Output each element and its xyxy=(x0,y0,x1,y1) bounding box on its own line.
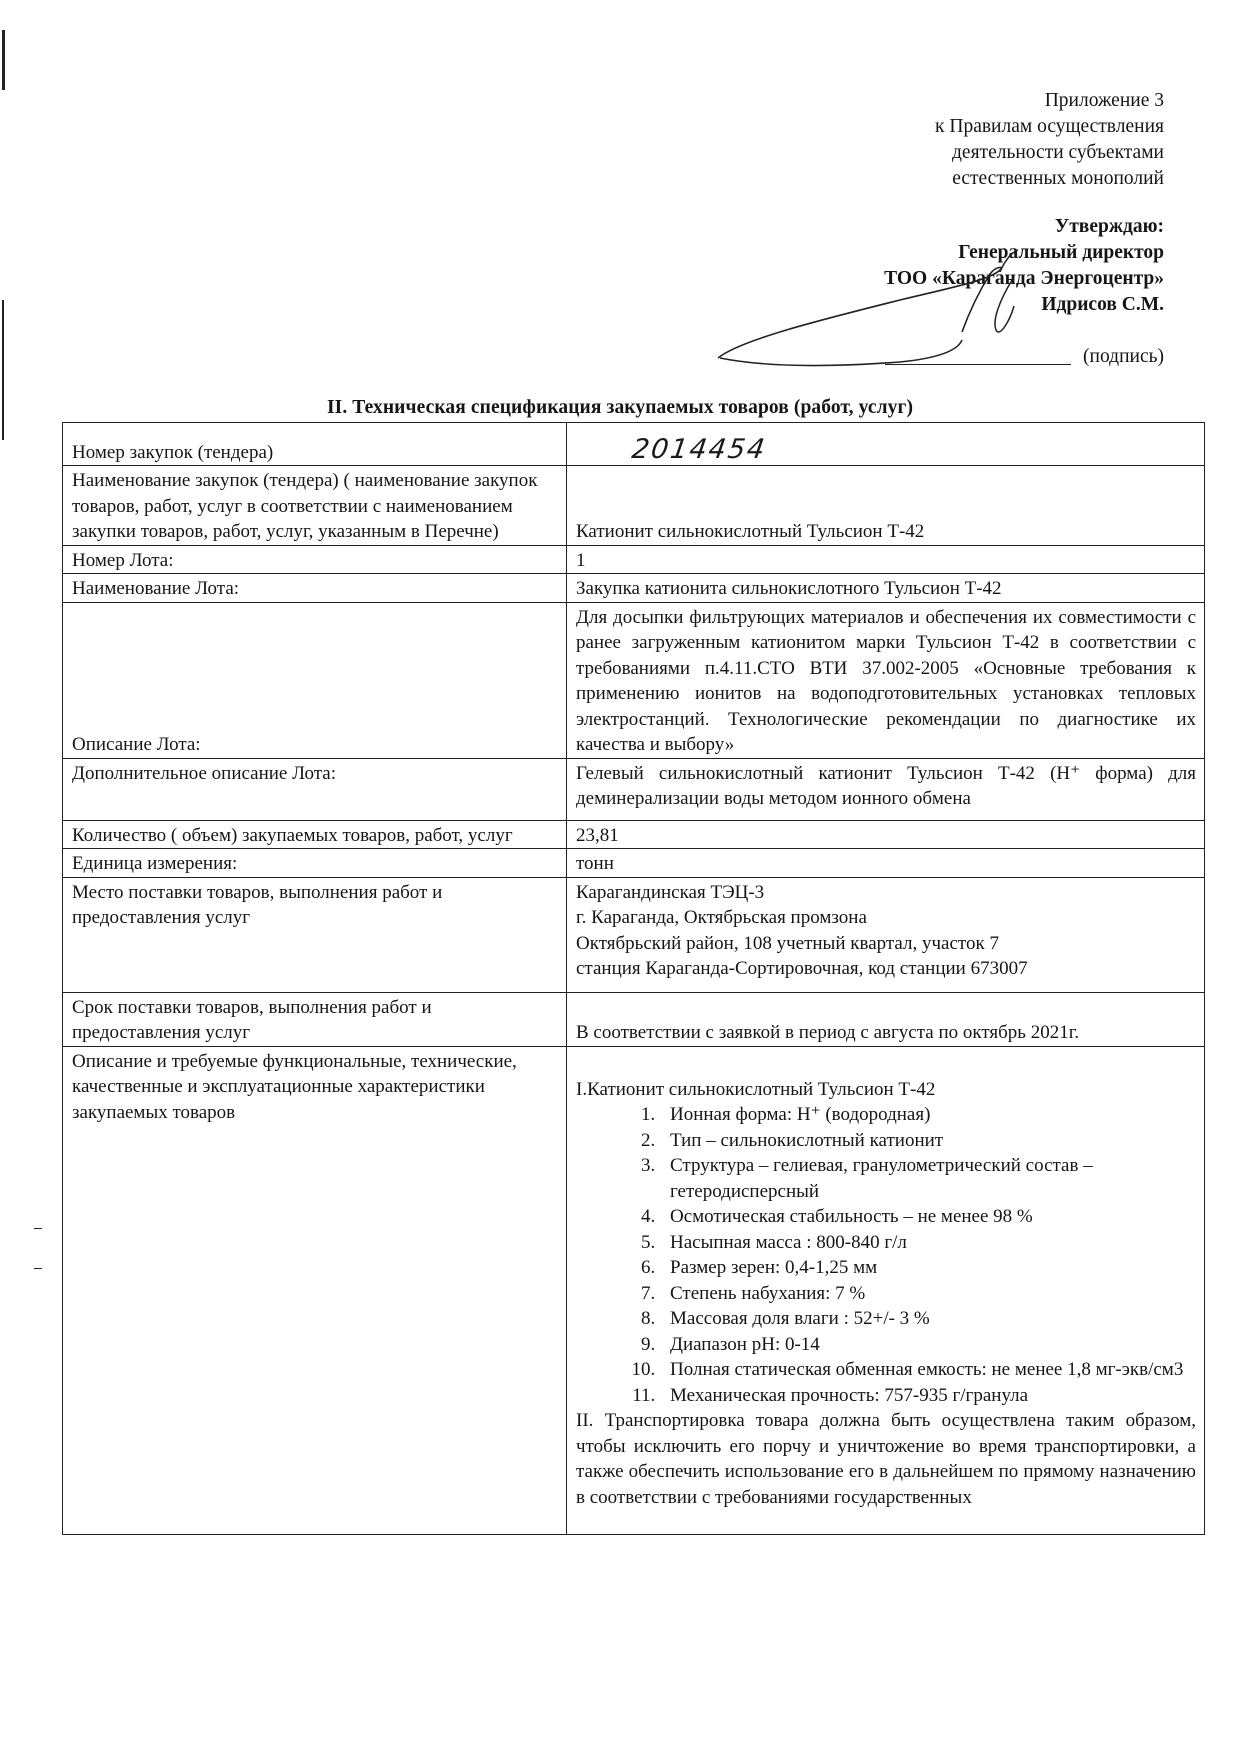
characteristics-label: Описание и требуемые функциональные, технические, качественные и эксплуатационные характеристики закупаемых товаров xyxy=(63,1046,567,1535)
section-title: II. Техническая спецификация закупаемых товаров (работ, услуг) xyxy=(326,397,914,418)
appendix-line: Приложение 3 xyxy=(1044,90,1164,111)
delivery-place-line: Октябрьский район, 108 учетный квартал, участок 7 xyxy=(576,932,999,954)
quantity-label: Количество ( объем) закупаемых товаров, работ, услуг xyxy=(63,820,567,849)
specification-table xyxy=(62,422,1205,1535)
handwritten-signature xyxy=(700,240,1120,390)
lot-description-value: Для досыпки фильтрующих материалов и обеспечения их совместимости с ранее загруженным катионитом марки Тульсион Т-42 в соответствии с требованиями п.4.11.СТО ВТИ 37.002-2005 «Основные требования к применению ионитов на водоподготовительных установках тепловых электростанций. Технологические рекомендации по диагностике их качества и выбору» xyxy=(567,602,1205,758)
approver-name: Идрисов С.М. xyxy=(1041,294,1164,315)
lot-number-label: Номер Лота: xyxy=(63,545,567,574)
appendix-line: деятельности субъектами xyxy=(952,142,1164,163)
approver-company: ТОО «Караганда Энергоцентр» xyxy=(884,268,1164,289)
delivery-place-line: Карагандинская ТЭЦ-3 xyxy=(576,881,765,903)
table-row xyxy=(63,602,1205,758)
approve-word: Утверждаю: xyxy=(1054,216,1164,237)
list-item: 5. Насыпная масса : 800-840 г/л xyxy=(660,1230,1196,1256)
lot-name-label: Наименование Лота: xyxy=(63,574,567,603)
table-row xyxy=(63,758,1205,820)
delivery-term-value: В соответствии с заявкой в период с августа по октябрь 2021г. xyxy=(567,992,1205,1046)
lot-description-label: Описание Лота: xyxy=(63,602,567,758)
list-item: 9. Диапазон pH: 0-14 xyxy=(660,1332,1196,1358)
characteristics-heading: I.Катионит сильнокислотный Тульсион Т-42 xyxy=(576,1078,936,1100)
appendix-line: к Правилам осуществления xyxy=(935,116,1164,137)
table-row xyxy=(63,877,1205,992)
characteristics-list xyxy=(576,1102,1196,1408)
lot-name-value: Закупка катионита сильнокислотного Тульсион Т-42 xyxy=(567,574,1205,603)
list-item: 4. Осмотическая стабильность – не менее 98 % xyxy=(660,1204,1196,1230)
list-item: 1. Ионная форма: H⁺ (водородная) xyxy=(660,1102,1196,1128)
tender-number-cell xyxy=(567,423,1205,466)
list-item: 6. Размер зерен: 0,4-1,25 мм xyxy=(660,1255,1196,1281)
list-item: 3. Структура – гелиевая, гранулометрический состав – гетеродисперсный xyxy=(660,1153,1196,1204)
scan-artifact xyxy=(2,300,4,440)
list-item: 7. Степень набухания: 7 % xyxy=(660,1281,1196,1307)
tender-number-label: Номер закупок (тендера) xyxy=(63,423,567,466)
table-row xyxy=(63,1046,1205,1535)
list-item: 8. Массовая доля влаги : 52+/- 3 % xyxy=(660,1306,1196,1332)
scan-artifact xyxy=(34,1228,42,1229)
lot-number-value: 1 xyxy=(567,545,1205,574)
tender-number-value: 2014454 xyxy=(629,433,769,465)
table-row xyxy=(63,849,1205,878)
delivery-place-value xyxy=(567,877,1205,992)
table-row xyxy=(63,423,1205,466)
tender-name-label: Наименование закупок (тендера) ( наименование закупок товаров, работ, услуг в соответствии с наименованием закупки товаров, работ, услуг, указанным в Перечне) xyxy=(63,466,567,546)
unit-value: тонн xyxy=(567,849,1205,878)
table-row xyxy=(63,466,1205,546)
list-item: 2. Тип – сильнокислотный катионит xyxy=(660,1128,1196,1154)
delivery-place-line: станция Караганда-Сортировочная, код станции 673007 xyxy=(576,958,1028,979)
lot-extra-label: Дополнительное описание Лота: xyxy=(63,758,567,820)
transport-requirements: II. Транспортировка товара должна быть осуществлена таким образом, чтобы исключить его порчу и уничтожение во время транспортировки, а также обеспечить использование его в дальнейшем по прямому назначению в соответствии с требованиями государственных xyxy=(576,1410,1196,1508)
signature-caption: (подпись) xyxy=(1083,346,1164,367)
signature-line xyxy=(885,364,1071,365)
delivery-place-line: г. Караганда, Октябрьская промзона xyxy=(576,907,867,928)
scan-artifact xyxy=(34,1268,42,1269)
scan-artifact xyxy=(2,30,5,90)
approver-position: Генеральный директор xyxy=(958,242,1164,263)
lot-extra-value: Гелевый сильнокислотный катионит Тульсион Т-42 (H⁺ форма) для деминерализации воды методом ионного обмена xyxy=(567,758,1205,820)
unit-label: Единица измерения: xyxy=(63,849,567,878)
characteristics-value xyxy=(567,1046,1205,1535)
tender-name-value: Катионит сильнокислотный Тульсион Т-42 xyxy=(567,466,1205,546)
appendix-reference xyxy=(935,88,1164,192)
table-row xyxy=(63,820,1205,849)
quantity-value: 23,81 xyxy=(567,820,1205,849)
table-row xyxy=(63,545,1205,574)
list-item: 11. Механическая прочность: 757-935 г/гранула xyxy=(660,1383,1196,1409)
delivery-term-label: Срок поставки товаров, выполнения работ и предоставления услуг xyxy=(63,992,567,1046)
table-row xyxy=(63,992,1205,1046)
appendix-line: естественных монополий xyxy=(952,168,1164,189)
list-item: 10. Полная статическая обменная емкость: не менее 1,8 мг-экв/см3 xyxy=(660,1357,1196,1383)
delivery-place-label: Место поставки товаров, выполнения работ и предоставления услуг xyxy=(63,877,567,992)
table-row xyxy=(63,574,1205,603)
